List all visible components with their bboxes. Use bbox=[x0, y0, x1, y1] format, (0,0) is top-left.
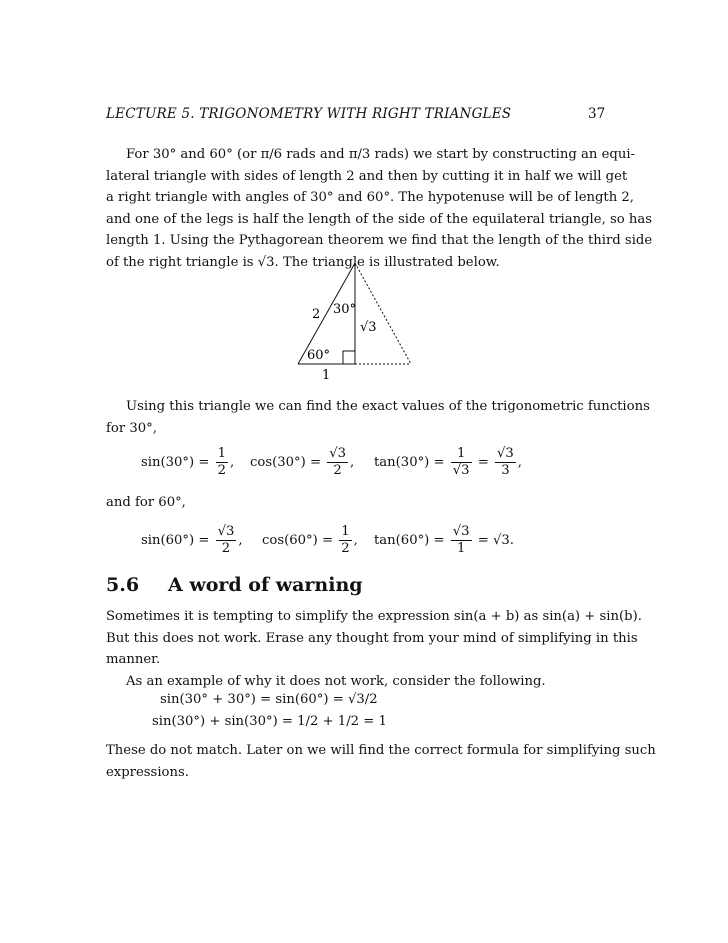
dotted-side-line bbox=[355, 263, 411, 364]
intro-line: of the right triangle is √3. The triangle is illustrated below. bbox=[106, 254, 500, 270]
cos60-equation: cos(60°) = $\frac{1}{2}$ , bbox=[262, 524, 358, 556]
base-label: 1 bbox=[322, 368, 331, 383]
intro-line: length 1. Using the Pythagorean theorem we find that the length of the third side bbox=[106, 233, 653, 248]
intro-paragraph bbox=[106, 144, 653, 273]
section-number: 5.6 bbox=[106, 574, 140, 596]
sin30-equation: sin(30°) = $\frac{1}{2}$ , bbox=[141, 446, 235, 478]
page-number: 37 bbox=[588, 106, 606, 122]
conclusion-line: expressions. bbox=[106, 764, 189, 780]
leg-label: √3 bbox=[360, 320, 377, 335]
cos30-equation: cos(30°) = $\frac{√3}{2}$ , bbox=[250, 446, 355, 478]
example-line-1: sin(30° + 30°) = sin(60°) = √3/2 bbox=[160, 692, 378, 707]
intro-line: lateral triangle with sides of length 2 and then by cutting it in half we will get bbox=[106, 168, 628, 184]
tan30-equation: tan(30°) = $\frac{1}{√3}$ = $\frac{√3}{3}$ , bbox=[374, 446, 522, 478]
example-line-2: sin(30°) + sin(30°) = 1/2 + 1/2 = 1 bbox=[152, 714, 387, 729]
intro-line: For 30° and 60° (or π/6 rads and π/3 rads) we start by constructing an equi- bbox=[126, 147, 635, 162]
sin60-equation: sin(60°) = $\frac{√3}{2}$ , bbox=[141, 524, 243, 556]
warning-line: But this does not work. Erase any thought from your mind of simplifying in this bbox=[106, 630, 638, 646]
warning-line: Sometimes it is tempting to simplify the expression sin(a + b) as sin(a) + sin(b). bbox=[106, 609, 642, 624]
trig-intro-paragraph bbox=[106, 396, 650, 439]
triangle-figure bbox=[280, 255, 430, 385]
conclusion-line: These do not match. Later on we will find the correct formula for simplifying such bbox=[106, 743, 656, 758]
and-for-60-text: and for 60°, bbox=[106, 495, 186, 510]
warning-paragraph bbox=[106, 606, 642, 692]
example-intro-line: As an example of why it does not work, consider the following. bbox=[126, 673, 546, 689]
running-header: LECTURE 5. TRIGONOMETRY WITH RIGHT TRIANGLES bbox=[106, 106, 512, 122]
section-heading bbox=[106, 574, 363, 596]
intro-line: a right triangle with angles of 30° and 60°. The hypotenuse will be of length 2, bbox=[106, 190, 635, 205]
tan60-equation: tan(60°) = $\frac{√3}{1}$ = √3. bbox=[374, 524, 514, 556]
warning-line: manner. bbox=[106, 652, 161, 667]
trig-intro-line: for 30°, bbox=[106, 420, 157, 436]
bottom-angle-label: 60° bbox=[307, 348, 331, 363]
conclusion-paragraph bbox=[106, 740, 656, 783]
right-angle-marker bbox=[343, 351, 355, 364]
section-title: A word of warning bbox=[168, 574, 363, 596]
intro-line: and one of the legs is half the length of the side of the equilateral triangle, so has bbox=[106, 211, 652, 227]
hypotenuse-label: 2 bbox=[312, 307, 321, 322]
trig-intro-line: Using this triangle we can find the exact values of the trigonometric functions bbox=[126, 399, 650, 414]
top-angle-label: 30° bbox=[333, 302, 357, 317]
